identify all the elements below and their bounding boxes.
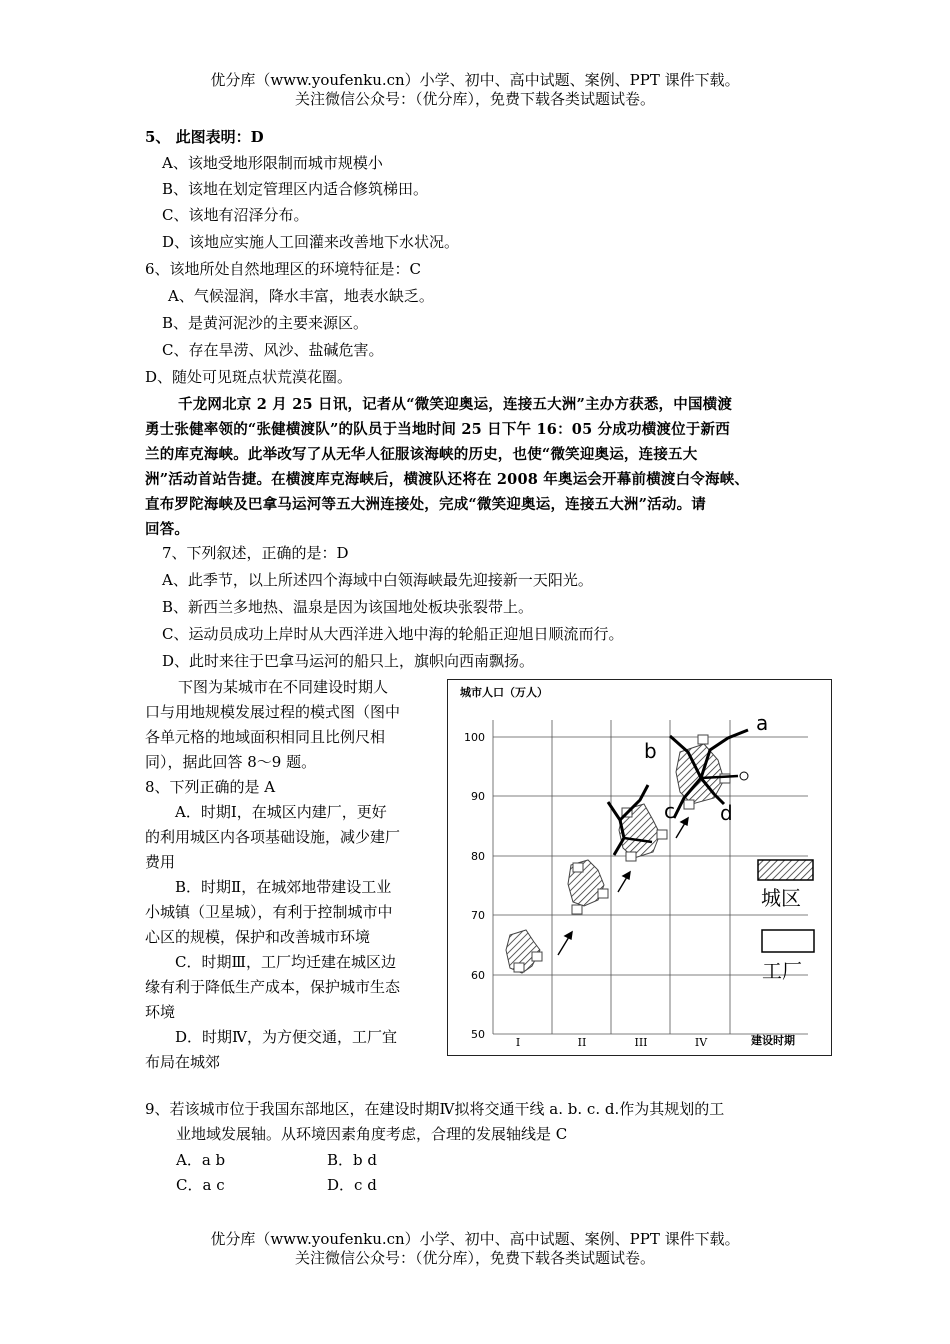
q6-option-a: A、气候湿润，降水丰富，地表水缺乏。	[168, 287, 434, 305]
intro-line-1: 下图为某城市在不同建设时期人	[178, 678, 389, 696]
y-tick-60: 60	[471, 969, 485, 982]
y-tick-50: 50	[471, 1028, 485, 1041]
q5-option-c: C、该地有沼泽分布。	[162, 206, 309, 224]
q8-c-line-2: 缘有利于降低生产成本，保护城市生态	[145, 978, 401, 996]
news-line-3: 兰的库克海峡。此举改写了从无华人征服该海峡的历史，也使“微笑迎奥运，连接五大	[145, 446, 698, 463]
y-tick-90: 90	[471, 790, 485, 803]
figure-intro	[145, 675, 435, 1075]
q6-stem: 6、该地所处自然地理区的环境特征是：C	[145, 260, 422, 278]
x-axis-label: 建设时期	[751, 1034, 795, 1047]
header-line-1: 优分库（www.youfenku.cn）小学、初中、高中试题、案例、PPT 课件下载。	[210, 71, 740, 89]
q5-option-a: A、该地受地形限制而城市规模小	[162, 154, 383, 172]
period-2-factory	[573, 863, 583, 872]
footer-line-2: 关注微信公众号：（优分库），免费下载各类试题试卷。	[294, 1249, 655, 1267]
q6-option-c: C、存在旱涝、风沙、盐碱危害。	[162, 341, 384, 359]
period-2-factory	[598, 889, 608, 898]
intro-line-4: 同），据此回答 8～9 题。	[145, 753, 317, 771]
news-line-2: 勇士张健率领的“张健横渡队”的队员于当地时间 25 日下午 16：05 分成功横渡位于新西	[145, 421, 730, 438]
road-label-a: a	[756, 711, 769, 735]
road-label-d: d	[720, 801, 733, 825]
legend-urban-swatch	[758, 860, 813, 880]
q8-a-line-3: 费用	[145, 853, 176, 871]
q6-option-b: B、是黄河泥沙的主要来源区。	[162, 314, 369, 332]
road-end-marker	[740, 772, 748, 780]
period-2-factory	[572, 905, 582, 914]
footer-line-1: 优分库（www.youfenku.cn）小学、初中、高中试题、案例、PPT 课件下载。	[210, 1230, 740, 1248]
intro-line-3: 各单元格的地域面积相同且比例尺相	[145, 728, 386, 746]
x-tick-2: II	[577, 1036, 587, 1049]
period-3-city	[608, 785, 667, 861]
road-label-c: c	[664, 799, 675, 823]
q5-stem: 5、 此图表明：D	[145, 128, 264, 146]
q5-option-d: D、该地应实施人工回灌来改善地下水状况。	[162, 233, 460, 251]
growth-arrow-3-head	[681, 818, 688, 825]
news-line-4: 洲”活动首站告捷。在横渡库克海峡后，横渡队还将在 2008 年奥运会开幕前横渡白令海峡、	[145, 471, 750, 488]
q8-a-line-2: 的利用城区内各项基础设施，减少建厂	[145, 828, 401, 846]
period-1-city	[506, 930, 542, 973]
news-line-1: 千龙网北京 2 月 25 日讯，记者从“微笑迎奥运，连接五大洲”主办方获悉，中国横渡	[178, 396, 733, 413]
q5-option-b: B、该地在划定管理区内适合修筑梯田。	[162, 180, 429, 198]
q7-option-d: D、此时来往于巴拿马运河的船只上，旗帜向西南飘扬。	[162, 652, 535, 670]
q9-line-1: 9、若该城市位于我国东部地区，在建设时期Ⅳ拟将交通干线 a. b. c. d.作为其规划的工	[145, 1100, 725, 1118]
q8-b-line-2: 小城镇（卫星城），有利于控制城市中	[145, 903, 393, 921]
y-tick-100: 100	[464, 731, 485, 744]
period-1-factory	[514, 963, 524, 972]
growth-arrow-1-head	[565, 932, 572, 939]
city-growth-diagram	[448, 680, 831, 1055]
y-axis-label: 城市人口（万人）	[460, 686, 548, 699]
legend	[758, 860, 814, 983]
q9-option-d: D．c d	[327, 1176, 377, 1194]
legend-urban-label: 城区	[761, 886, 801, 910]
q7-option-c: C、运动员成功上岸时从大西洋进入地中海的轮船正迎旭日顺流而行。	[162, 625, 624, 643]
period-4-factory	[698, 735, 708, 744]
y-tick-80: 80	[471, 850, 485, 863]
q7-option-a: A、此季节，以上所述四个海域中白领海峡最先迎接新一天阳光。	[162, 571, 593, 589]
q8-a-line-1: A．时期Ⅰ，在城区内建厂，更好	[175, 803, 387, 821]
q7-stem: 7、下列叙述，正确的是：D	[162, 544, 349, 562]
x-tick-1: I	[515, 1036, 521, 1049]
intro-line-2: 口与用地规模发展过程的模式图（图中	[145, 703, 401, 721]
q7-option-b: B、新西兰多地热、温泉是因为该国地处板块张裂带上。	[162, 598, 534, 616]
q8-d-line-2: 布局在城郊	[145, 1053, 221, 1071]
period-4-city	[670, 730, 748, 818]
q9-option-a: A．a b	[176, 1151, 226, 1169]
period-3-factory	[657, 830, 667, 839]
period-1-factory	[532, 952, 542, 961]
q6-option-d: D、随处可见斑点状荒漠花圈。	[145, 368, 353, 386]
q9-option-b: B．b d	[327, 1151, 377, 1169]
legend-factory-label: 工厂	[762, 959, 802, 983]
q8-d-line-1: D．时期Ⅳ，为方便交通，工厂宜	[175, 1028, 398, 1046]
news-line-5: 直布罗陀海峡及巴拿马运河等五大洲连接处，完成“微笑迎奥运，连接五大洲”活动。请	[145, 496, 706, 513]
q8-c-line-3: 环境	[145, 1003, 176, 1021]
header-line-2: 关注微信公众号：（优分库），免费下载各类试题试卷。	[294, 90, 655, 108]
y-tick-70: 70	[471, 909, 485, 922]
q8-stem: 8、下列正确的是 A	[145, 778, 276, 796]
period-4-factory	[684, 800, 694, 809]
growth-arrow-2-head	[623, 872, 630, 879]
q9-option-c: C．a c	[176, 1176, 225, 1194]
q8-b-line-1: B．时期Ⅱ，在城郊地带建设工业	[175, 878, 392, 896]
period-2-city	[568, 860, 608, 914]
q8-c-line-1: C．时期Ⅲ，工厂均迁建在城区边	[175, 953, 396, 971]
city-growth-figure	[447, 679, 832, 1056]
legend-factory-swatch	[762, 930, 814, 952]
period-3-factory	[626, 852, 636, 861]
news-line-6: 回答。	[145, 521, 190, 538]
q8-b-line-3: 心区的规模，保护和改善城市环境	[145, 928, 371, 946]
news-passage	[145, 392, 825, 542]
road-label-b: b	[644, 739, 657, 763]
q9-line-2: 业地域发展轴。从环境因素角度考虑，合理的发展轴线是 C	[176, 1125, 568, 1143]
x-tick-4: IV	[694, 1036, 708, 1049]
x-tick-3: III	[634, 1036, 648, 1049]
